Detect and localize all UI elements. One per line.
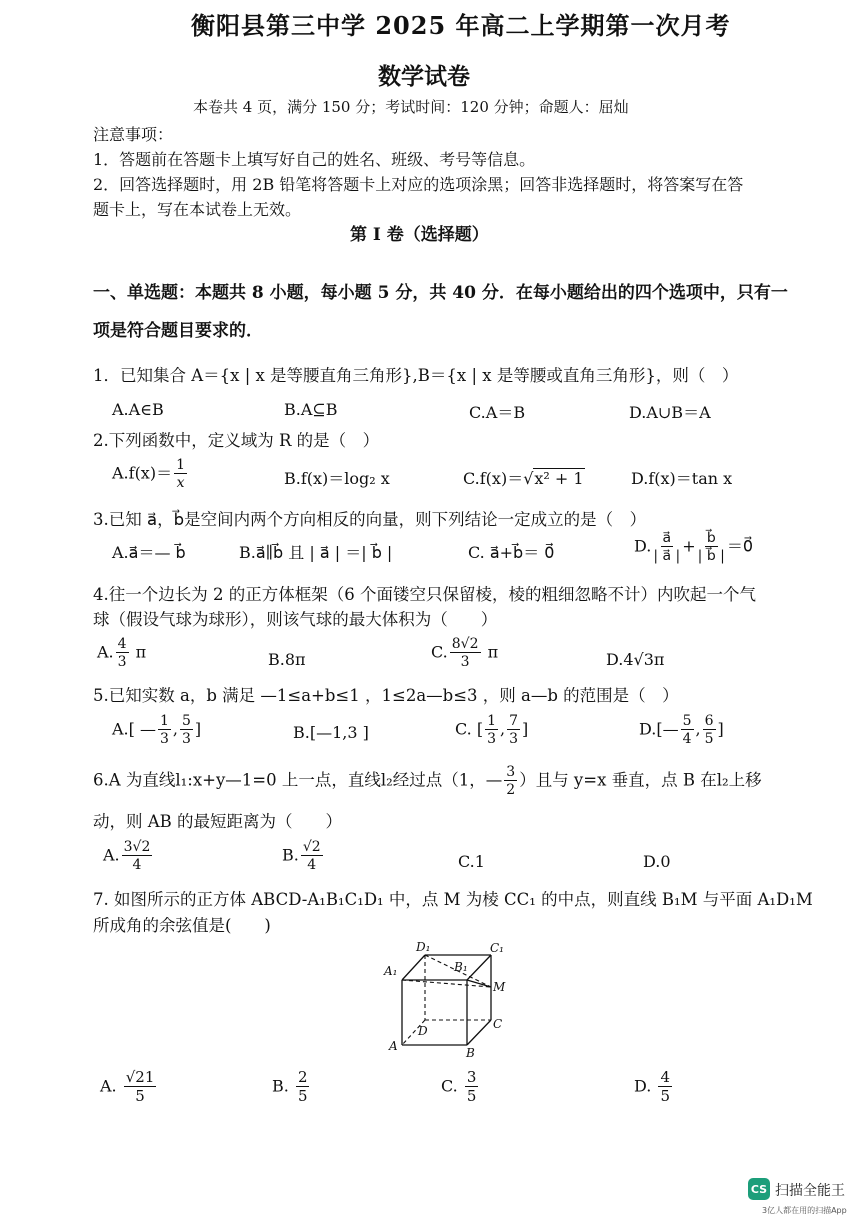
cube-edge bbox=[467, 1020, 491, 1045]
vertex-label: C bbox=[493, 1017, 503, 1031]
q6-option-b: B. $\frac{√2}{4}$ bbox=[282, 839, 321, 873]
q2-option-d: D.f(x)＝tan x bbox=[631, 469, 733, 488]
note-item: 2．回答选择题时，用 2B 铅笔将答题卡上对应的选项涂黑；回答非选择题时，将答案写在答 bbox=[93, 175, 744, 194]
scanner-tagline: 3亿人都在用的扫描App bbox=[762, 1206, 847, 1215]
note-item: 题卡上，写在本试卷上无效。 bbox=[93, 200, 302, 219]
q4-option-a: A. $\frac{4}{3}$ π bbox=[97, 636, 147, 670]
q2-option-a: A.f(x)＝ $\frac{1}{x}$ bbox=[112, 457, 185, 491]
q4-option-d: D.4√3π bbox=[606, 650, 665, 669]
exam-subtitle: 数学试卷 bbox=[378, 63, 470, 90]
q5-option-c: C. [ $\frac{1}{3}$ , $\frac{7}{3}$ ] bbox=[455, 713, 529, 747]
notes-heading: 注意事项： bbox=[93, 125, 174, 144]
q1-option-d: D.A∪B＝A bbox=[629, 403, 711, 422]
question-6-stem: 6.A 为直线l₁:x+y—1=0 上一点，直线l₂经过点（1，— $\frac{3}{2}$ ）且与 y=x 垂直，点 B 在l₂上移 bbox=[93, 764, 762, 798]
section-heading: 一、单选题：本题共 8 小题，每小题 5 分，共 40 分．在每小题给出的四个选项中，只有一 bbox=[93, 283, 788, 303]
vertex-label: A₁ bbox=[384, 964, 398, 978]
question-4-stem-cont: 球（假设气球为球形），则该气球的最大体积为（ ） bbox=[93, 610, 498, 629]
vertex-label: B₁ bbox=[454, 960, 468, 974]
cube-edge bbox=[467, 955, 491, 980]
scanner-logo-icon: CS bbox=[748, 1178, 770, 1200]
scanner-brand: 扫描全能王 bbox=[775, 1183, 845, 1199]
q2-option-c: C.f(x)＝√x² + 1 bbox=[463, 469, 584, 488]
q6-option-c: C.1 bbox=[458, 852, 485, 871]
q1-option-c: C.A＝B bbox=[469, 403, 526, 422]
vertex-label: D₁ bbox=[416, 940, 431, 954]
q3-option-b: B.a⃗∥b⃗ 且 | a⃗ | ＝| b⃗ | bbox=[239, 543, 393, 562]
q3-option-a: A.a⃗＝— b⃗ bbox=[112, 543, 186, 562]
q7-option-d: D. $\frac{4}{5}$ bbox=[634, 1068, 670, 1105]
question-7-stem: 7. 如图所示的正方体 ABCD-A₁B₁C₁D₁ 中，点 M 为棱 CC₁ 的中点，则直线 B₁M 与平面 A₁D₁M bbox=[93, 890, 813, 909]
vertex-label: M bbox=[493, 980, 506, 994]
q7-option-a: A. $\frac{√21}{5}$ bbox=[100, 1068, 155, 1105]
cube-figure bbox=[380, 935, 520, 1065]
question-6-stem-cont: 动，则 AB 的最短距离为（ ） bbox=[93, 812, 343, 831]
question-5-stem: 5.已知实数 a，b 满足 —1≤a+b≤1 ，1≤2a—b≤3 ，则 a—b 的范围是（ ） bbox=[93, 686, 679, 705]
q1-option-a: A.A∈B bbox=[112, 400, 164, 419]
cube-edge bbox=[402, 955, 425, 980]
question-3-stem: 3.已知 a⃗，b⃗是空间内两个方向相反的向量，则下列结论一定成立的是（ ） bbox=[93, 510, 647, 529]
q6-option-a: A. $\frac{3√2}{4}$ bbox=[103, 839, 151, 873]
q7-option-c: C. $\frac{3}{5}$ bbox=[441, 1068, 477, 1105]
question-2-stem: 2.下列函数中，定义域为 R 的是（ ） bbox=[93, 431, 380, 450]
q6-option-d: D.0 bbox=[643, 852, 671, 871]
q5-option-b: B.[—1,3 ] bbox=[293, 723, 369, 742]
part-title: 第 I 卷（选择题） bbox=[350, 225, 489, 245]
vertex-label: A bbox=[389, 1039, 398, 1053]
vertex-label: B bbox=[466, 1046, 475, 1060]
exam-info: 本卷共 4 页，满分 150 分；考试时间：120 分钟；命题人：屈灿 bbox=[193, 98, 629, 116]
q3-option-c: C. a⃗+b⃗＝ 0⃗ bbox=[468, 543, 555, 562]
question-4-stem: 4.往一个边长为 2 的正方体框架（6 个面镂空只保留棱，棱的粗细忽略不计）内吹起一个气 bbox=[93, 585, 756, 604]
exam-title: 衡阳县第三中学 2025 年高二上学期第一次月考 bbox=[191, 11, 731, 40]
q5-option-d: D.[— $\frac{5}{4}$ , $\frac{6}{5}$ ] bbox=[639, 713, 724, 747]
q4-option-b: B.8π bbox=[268, 650, 306, 669]
section-heading-cont: 项是符合题目要求的． bbox=[93, 321, 263, 341]
question-1-stem: 1．已知集合 A＝{x | x 是等腰直角三角形},B＝{x | x 是等腰或直角三角形}，则（ ） bbox=[93, 366, 739, 385]
q7-option-b: B. $\frac{2}{5}$ bbox=[272, 1068, 308, 1105]
vertex-label: C₁ bbox=[490, 941, 504, 955]
q3-option-d: D. $\frac{a⃗}{| a⃗ |}$ + $\frac{b⃗}{| b⃗ |}$ ＝0⃗ bbox=[634, 530, 754, 564]
vertex-label: D bbox=[418, 1024, 428, 1038]
note-item: 1．答题前在答题卡上填写好自己的姓名、班级、考号等信息。 bbox=[93, 150, 536, 169]
q2-option-b: B.f(x)＝log₂ x bbox=[284, 469, 390, 488]
question-7-stem-cont: 所成角的余弦值是( ) bbox=[93, 916, 271, 935]
q5-option-a: A.[ — $\frac{1}{3}$ , $\frac{5}{3}$ ] bbox=[112, 713, 202, 747]
q1-option-b: B.A⊆B bbox=[284, 400, 338, 419]
q4-option-c: C. $\frac{8√2}{3}$ π bbox=[431, 636, 499, 670]
